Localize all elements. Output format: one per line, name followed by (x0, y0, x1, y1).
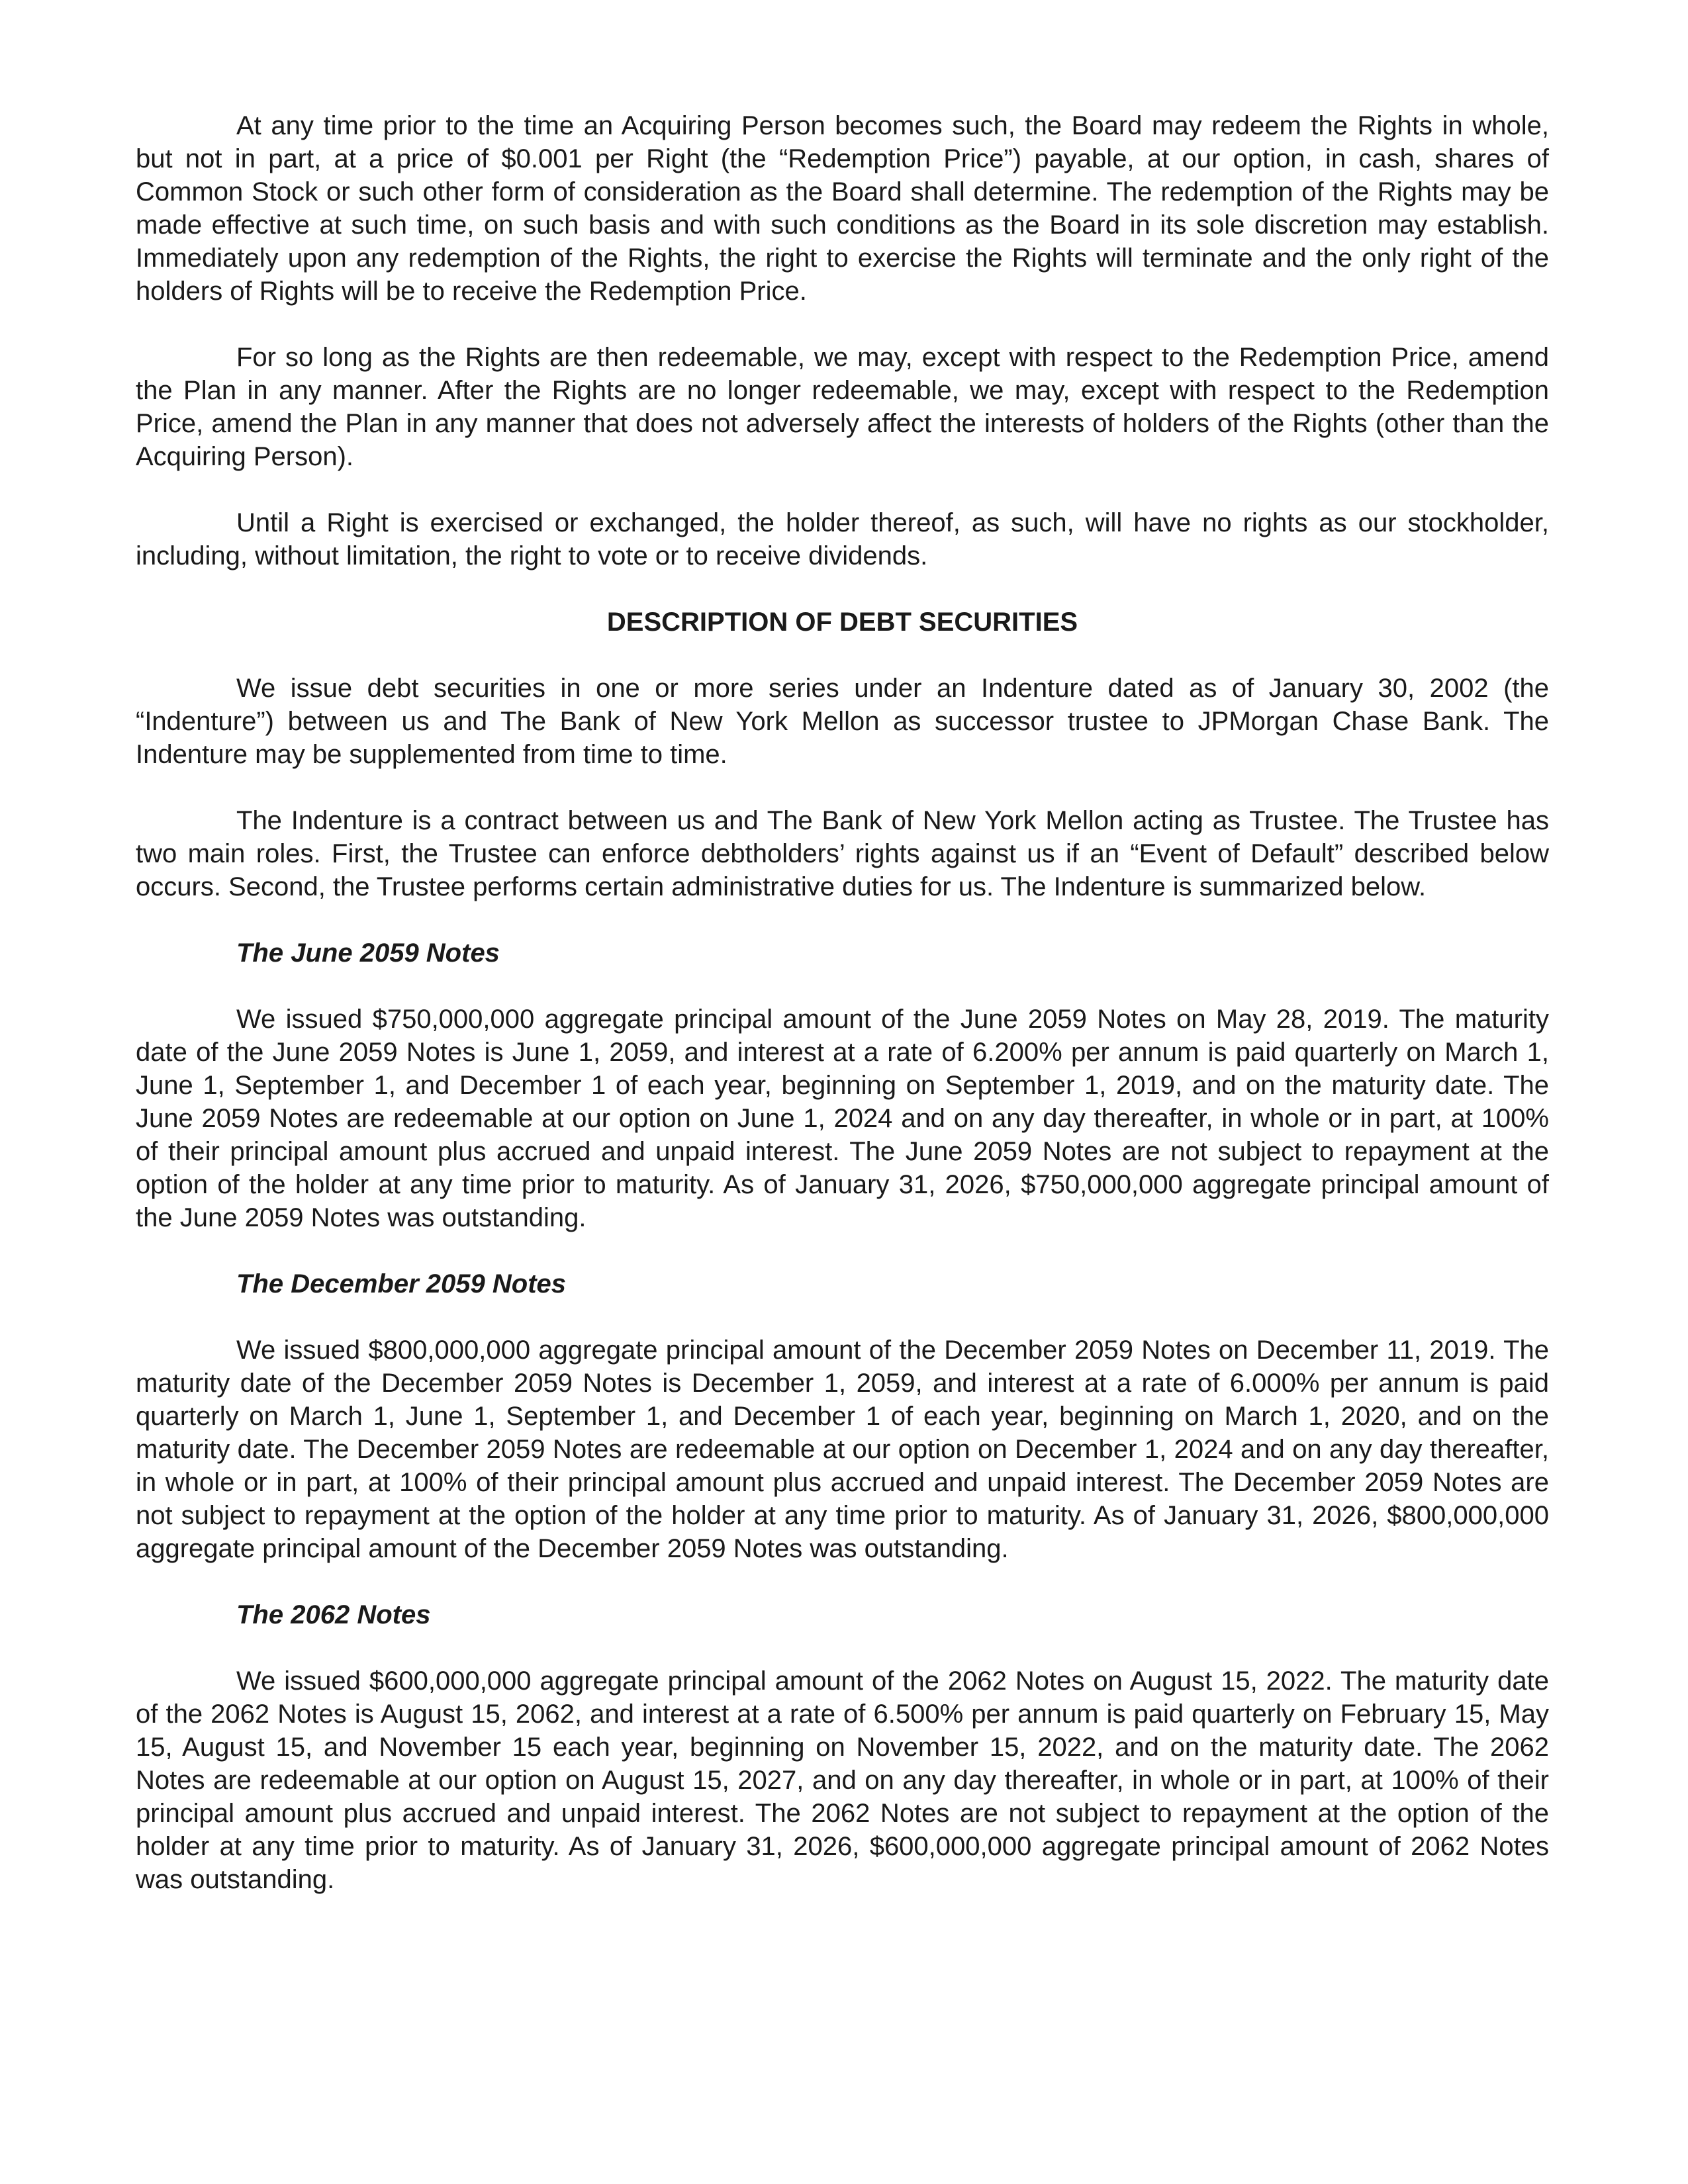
paragraph-2062-notes: We issued $600,000,000 aggregate principal amount of the 2062 Notes on August 15, 2022. The maturity date of the 2062 Notes is August 15, 2062, and interest at a rate of 6.500% per annum is paid quarterly on February 15, May 15, August 15, and November 15 each year, beginning on November 15, 2022, and on the maturity date. The 2062 Notes are redeemable at our option on August 15, 2027, and on any day thereafter, in whole or in part, at 100% of their principal amount plus accrued and unpaid interest. The 2062 Notes are not subject to repayment at the option of the holder at any time prior to maturity. As of January 31, 2026, $600,000,000 aggregate principal amount of 2062 Notes was outstanding. (136, 1666, 1549, 1894)
section-heading-debt-securities: DESCRIPTION OF DEBT SECURITIES (606, 608, 1078, 637)
paragraph-no-stockholder-rights: Until a Right is exercised or exchanged, the holder thereof, as such, will have no rights as our stockholder, including, without limitation, the right to vote or to receive dividends. (136, 508, 1549, 570)
paragraph-december-2059-notes: We issued $800,000,000 aggregate principal amount of the December 2059 Notes on December 11, 2019. The maturity date of the December 2059 Notes is December 1, 2059, and interest at a rate of 6.000% per annum is paid quarterly on March 1, June 1, September 1, and December 1 of each year, beginning on March 1, 2020, and on the maturity date. The December 2059 Notes are redeemable at our option on December 1, 2024 and on any day thereafter, in whole or in part, at 100% of their principal amount plus accrued and unpaid interest. The December 2059 Notes are not subject to repayment at the option of the holder at any time prior to maturity. As of January 31, 2026, $800,000,000 aggregate principal amount of the December 2059 Notes was outstanding. (136, 1336, 1549, 1563)
paragraph-june-2059-notes: We issued $750,000,000 aggregate principal amount of the June 2059 Notes on May 28, 2019. The maturity date of the June 2059 Notes is June 1, 2059, and interest at a rate of 6.200% per annum is paid quarterly on March 1, June 1, September 1, and December 1 of each year, beginning on September 1, 2019, and on the maturity date. The June 2059 Notes are redeemable at our option on June 1, 2024 and on any day thereafter, in whole or in part, at 100% of their principal amount plus accrued and unpaid interest. The June 2059 Notes are not subject to repayment at the option of the holder at any time prior to maturity. As of January 31, 2026, $750,000,000 aggregate principal amount of the June 2059 Notes was outstanding. (136, 1005, 1549, 1232)
paragraph-trustee-roles: The Indenture is a contract between us and The Bank of New York Mellon acting as Trustee. The Trustee has two main roles. First, the Trustee can enforce debtholders’ rights against us if an “Event of Default” described below occurs. Second, the Trustee performs certain administrative duties for us. The Indenture is summarized below. (136, 806, 1549, 901)
subheading-december-2059-notes: The December 2059 Notes (236, 1269, 567, 1298)
document-page (136, 109, 1549, 1929)
paragraph-amendment: For so long as the Rights are then redeemable, we may, except with respect to the Redemption Price, amend the Plan in any manner. After the Rights are no longer redeemable, we may, except with respect to the Redemption Price, amend the Plan in any manner that does not adversely affect the interests of holders of the Rights (other than the Acquiring Person). (136, 343, 1549, 471)
subheading-june-2059-notes: The June 2059 Notes (236, 938, 500, 968)
paragraph-indenture-intro: We issue debt securities in one or more series under an Indenture dated as of January 30, 2002 (the “Indenture”) between us and The Bank of New York Mellon as successor trustee to JPMorgan Chase Bank. The Indenture may be supplemented from time to time. (136, 674, 1549, 769)
subheading-2062-notes: The 2062 Notes (236, 1600, 431, 1629)
paragraph-redemption: At any time prior to the time an Acquiring Person becomes such, the Board may redeem the Rights in whole, but not in part, at a price of $0.001 per Right (the “Redemption Price”) payable, at our option, in cash, shares of Common Stock or such other form of consideration as the Board shall determine. The redemption of the Rights may be made effective at such time, on such basis and with such conditions as the Board in its sole discretion may establish. Immediately upon any redemption of the Rights, the right to exercise the Rights will terminate and the only right of the holders of Rights will be to receive the Redemption Price. (136, 111, 1549, 306)
